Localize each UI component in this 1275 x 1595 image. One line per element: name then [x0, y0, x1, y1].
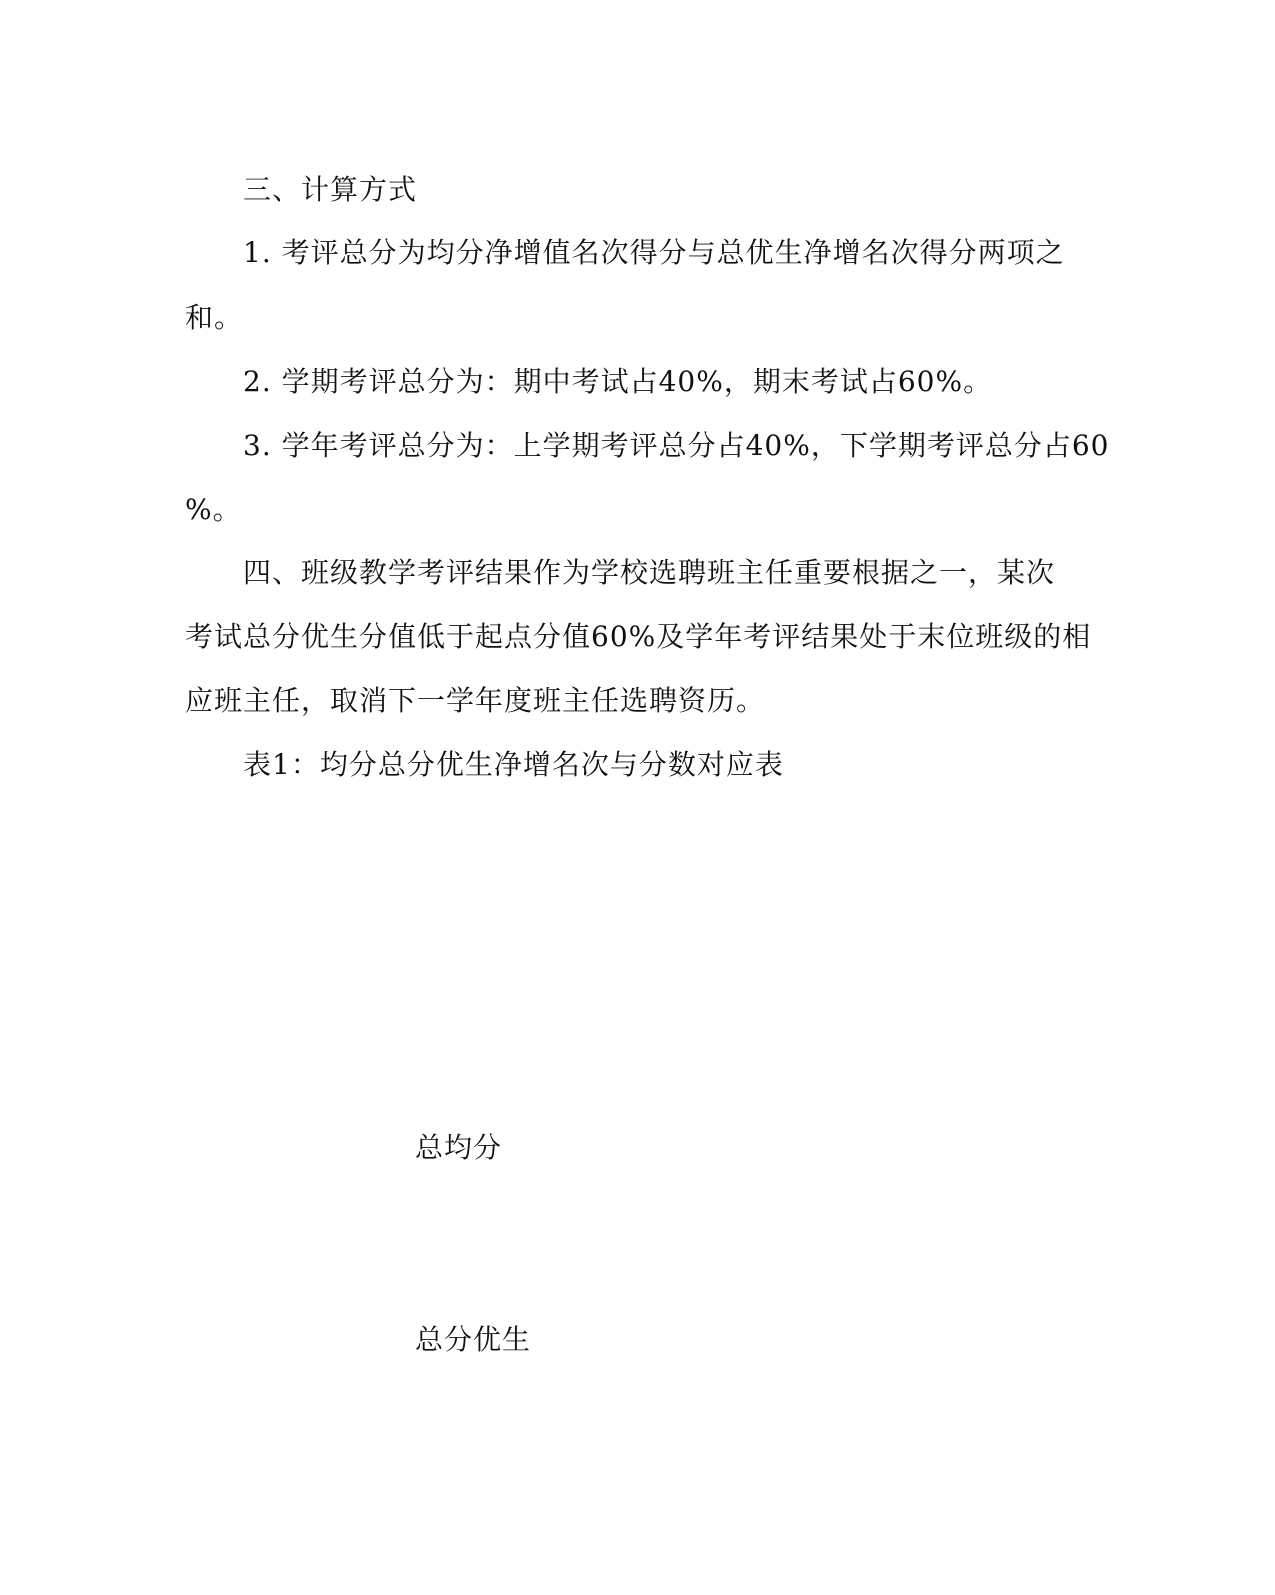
- section-four-line-3: 应班主任，取消下一学年度班主任选聘资历。: [185, 684, 766, 717]
- item-3-line-1: 3. 学年考评总分为：上学期考评总分占40%，下学期考评总分占60: [243, 429, 1110, 462]
- item-2: 2. 学期考评总分为：期中考试占40%，期末考试占60%。: [243, 365, 993, 398]
- section-three-heading: 三、计算方式: [243, 173, 418, 206]
- item-1-line-2: 和。: [185, 301, 244, 334]
- section-four-line-1: 四、班级教学考评结果作为学校选聘班主任重要根据之一，某次: [243, 556, 1056, 589]
- section-four-line-2: 考试总分优生分值低于起点分值60%及学年考评结果处于末位班级的相: [185, 620, 1092, 653]
- item-3-line-2: %。: [185, 493, 242, 526]
- table-row-label-average: 总均分: [415, 1131, 503, 1164]
- table-caption: 表1：均分总分优生净增名次与分数对应表: [243, 748, 784, 781]
- item-1-line-1: 1. 考评总分为均分净增值名次得分与总优生净增名次得分两项之: [243, 236, 1065, 269]
- table-row-label-top-students: 总分优生: [415, 1323, 532, 1356]
